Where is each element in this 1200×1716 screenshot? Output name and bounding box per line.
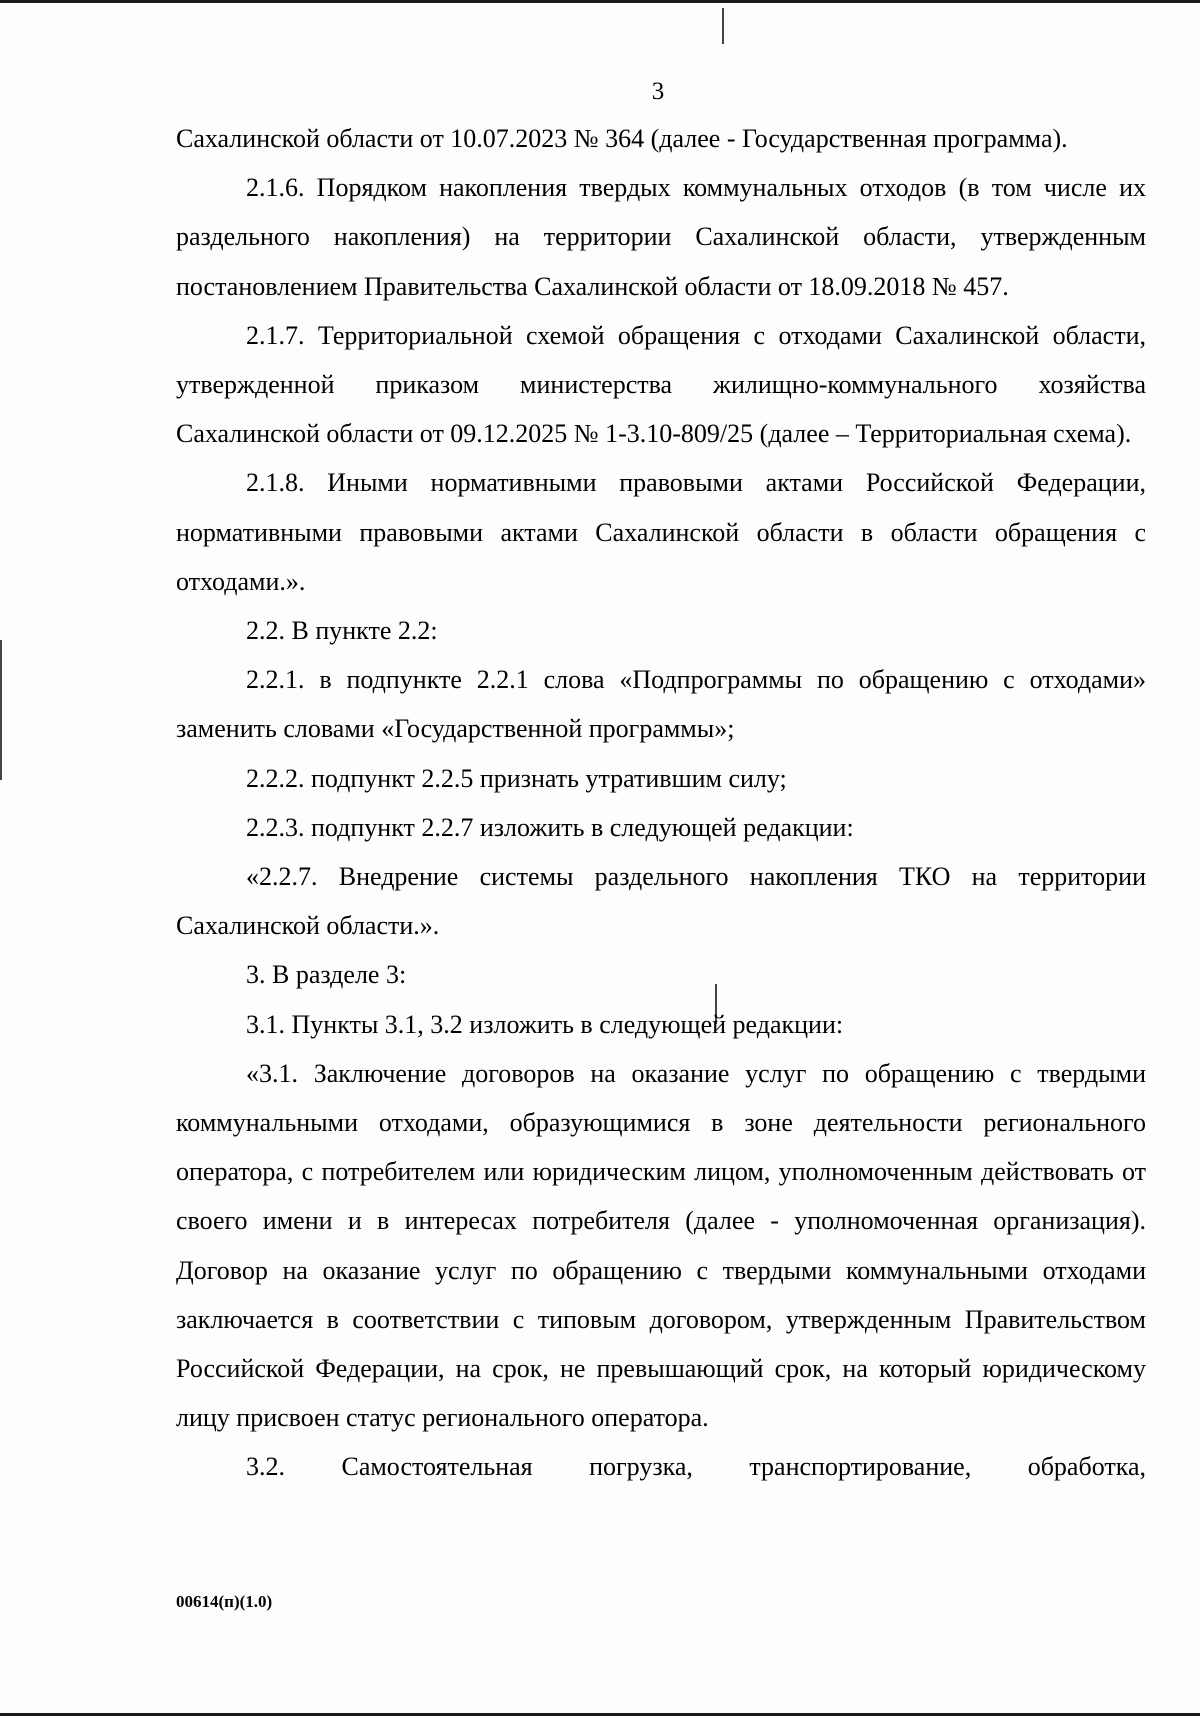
paragraph: «3.1. Заключение договоров на оказание услуг по обращению с твердыми коммунальными отходами, образующимися в зоне деятельности регионального оператора, с потребителем или юридическим лицом, уполномоченным действовать от своего имени и в интересах потребителя (далее - уполномоченная организация). Договор на оказание услуг по обращению с твердыми коммунальными отходами заключается в соответствии с типовым договором, утвержденным Правительством Российской Федерации, на срок, не превышающий срок, на который юридическому лицу присвоен статус регионального оператора. — [176, 1058, 1146, 1433]
paragraph: 2.2.2. подпункт 2.2.5 признать утратившим силу; — [246, 763, 787, 793]
scan-artifact-line — [722, 8, 724, 44]
paragraph: 3.1. Пункты 3.1, 3.2 изложить в следующей редакции: — [246, 1009, 844, 1039]
paragraph: Сахалинской области от 10.07.2023 № 364 (далее - Государственная программа). — [176, 124, 1068, 153]
paragraph: 3. В разделе 3: — [246, 960, 407, 990]
paragraph: 2.2.1. в подпункте 2.2.1 слова «Подпрограммы по обращению с отходами» заменить словами «Государственной программы»; — [176, 665, 1146, 744]
footer-code: 00614(п)(1.0) — [176, 1592, 273, 1611]
paragraph: «2.2.7. Внедрение системы раздельного накопления ТКО на территории Сахалинской области.». — [176, 862, 1146, 941]
paragraph: 2.1.7. Территориальной схемой обращения с отходами Сахалинской области, утвержденной приказом министерства жилищно-коммунального хозяйства Сахалинской области от 09.12.2025 № 1-3.10-809/25 (далее – Территориальная схема). — [176, 320, 1146, 449]
scan-artifact-line — [0, 640, 2, 780]
paragraph: 2.2. В пункте 2.2: — [246, 616, 438, 646]
paragraph: 2.2.3. подпункт 2.2.7 изложить в следующей редакции: — [246, 812, 854, 842]
paragraph: 2.1.8. Иными нормативными правовыми актами Российской Федерации, нормативными правовыми актами Сахалинской области в области обращения с отходами.». — [176, 468, 1146, 596]
page-number: 3 — [651, 78, 665, 105]
paragraph: 3.2. Самостоятельная погрузка, транспортирование, обработка, — [246, 1452, 1146, 1482]
scan-top-edge — [0, 0, 1200, 3]
paragraph: 2.1.6. Порядком накопления твердых коммунальных отходов (в том числе их раздельного накопления) на территории Сахалинской области, утвержденным постановлением Правительства Сахалинской области от 18.09.2018 № 457. — [176, 173, 1146, 301]
document-body — [176, 114, 1146, 1492]
